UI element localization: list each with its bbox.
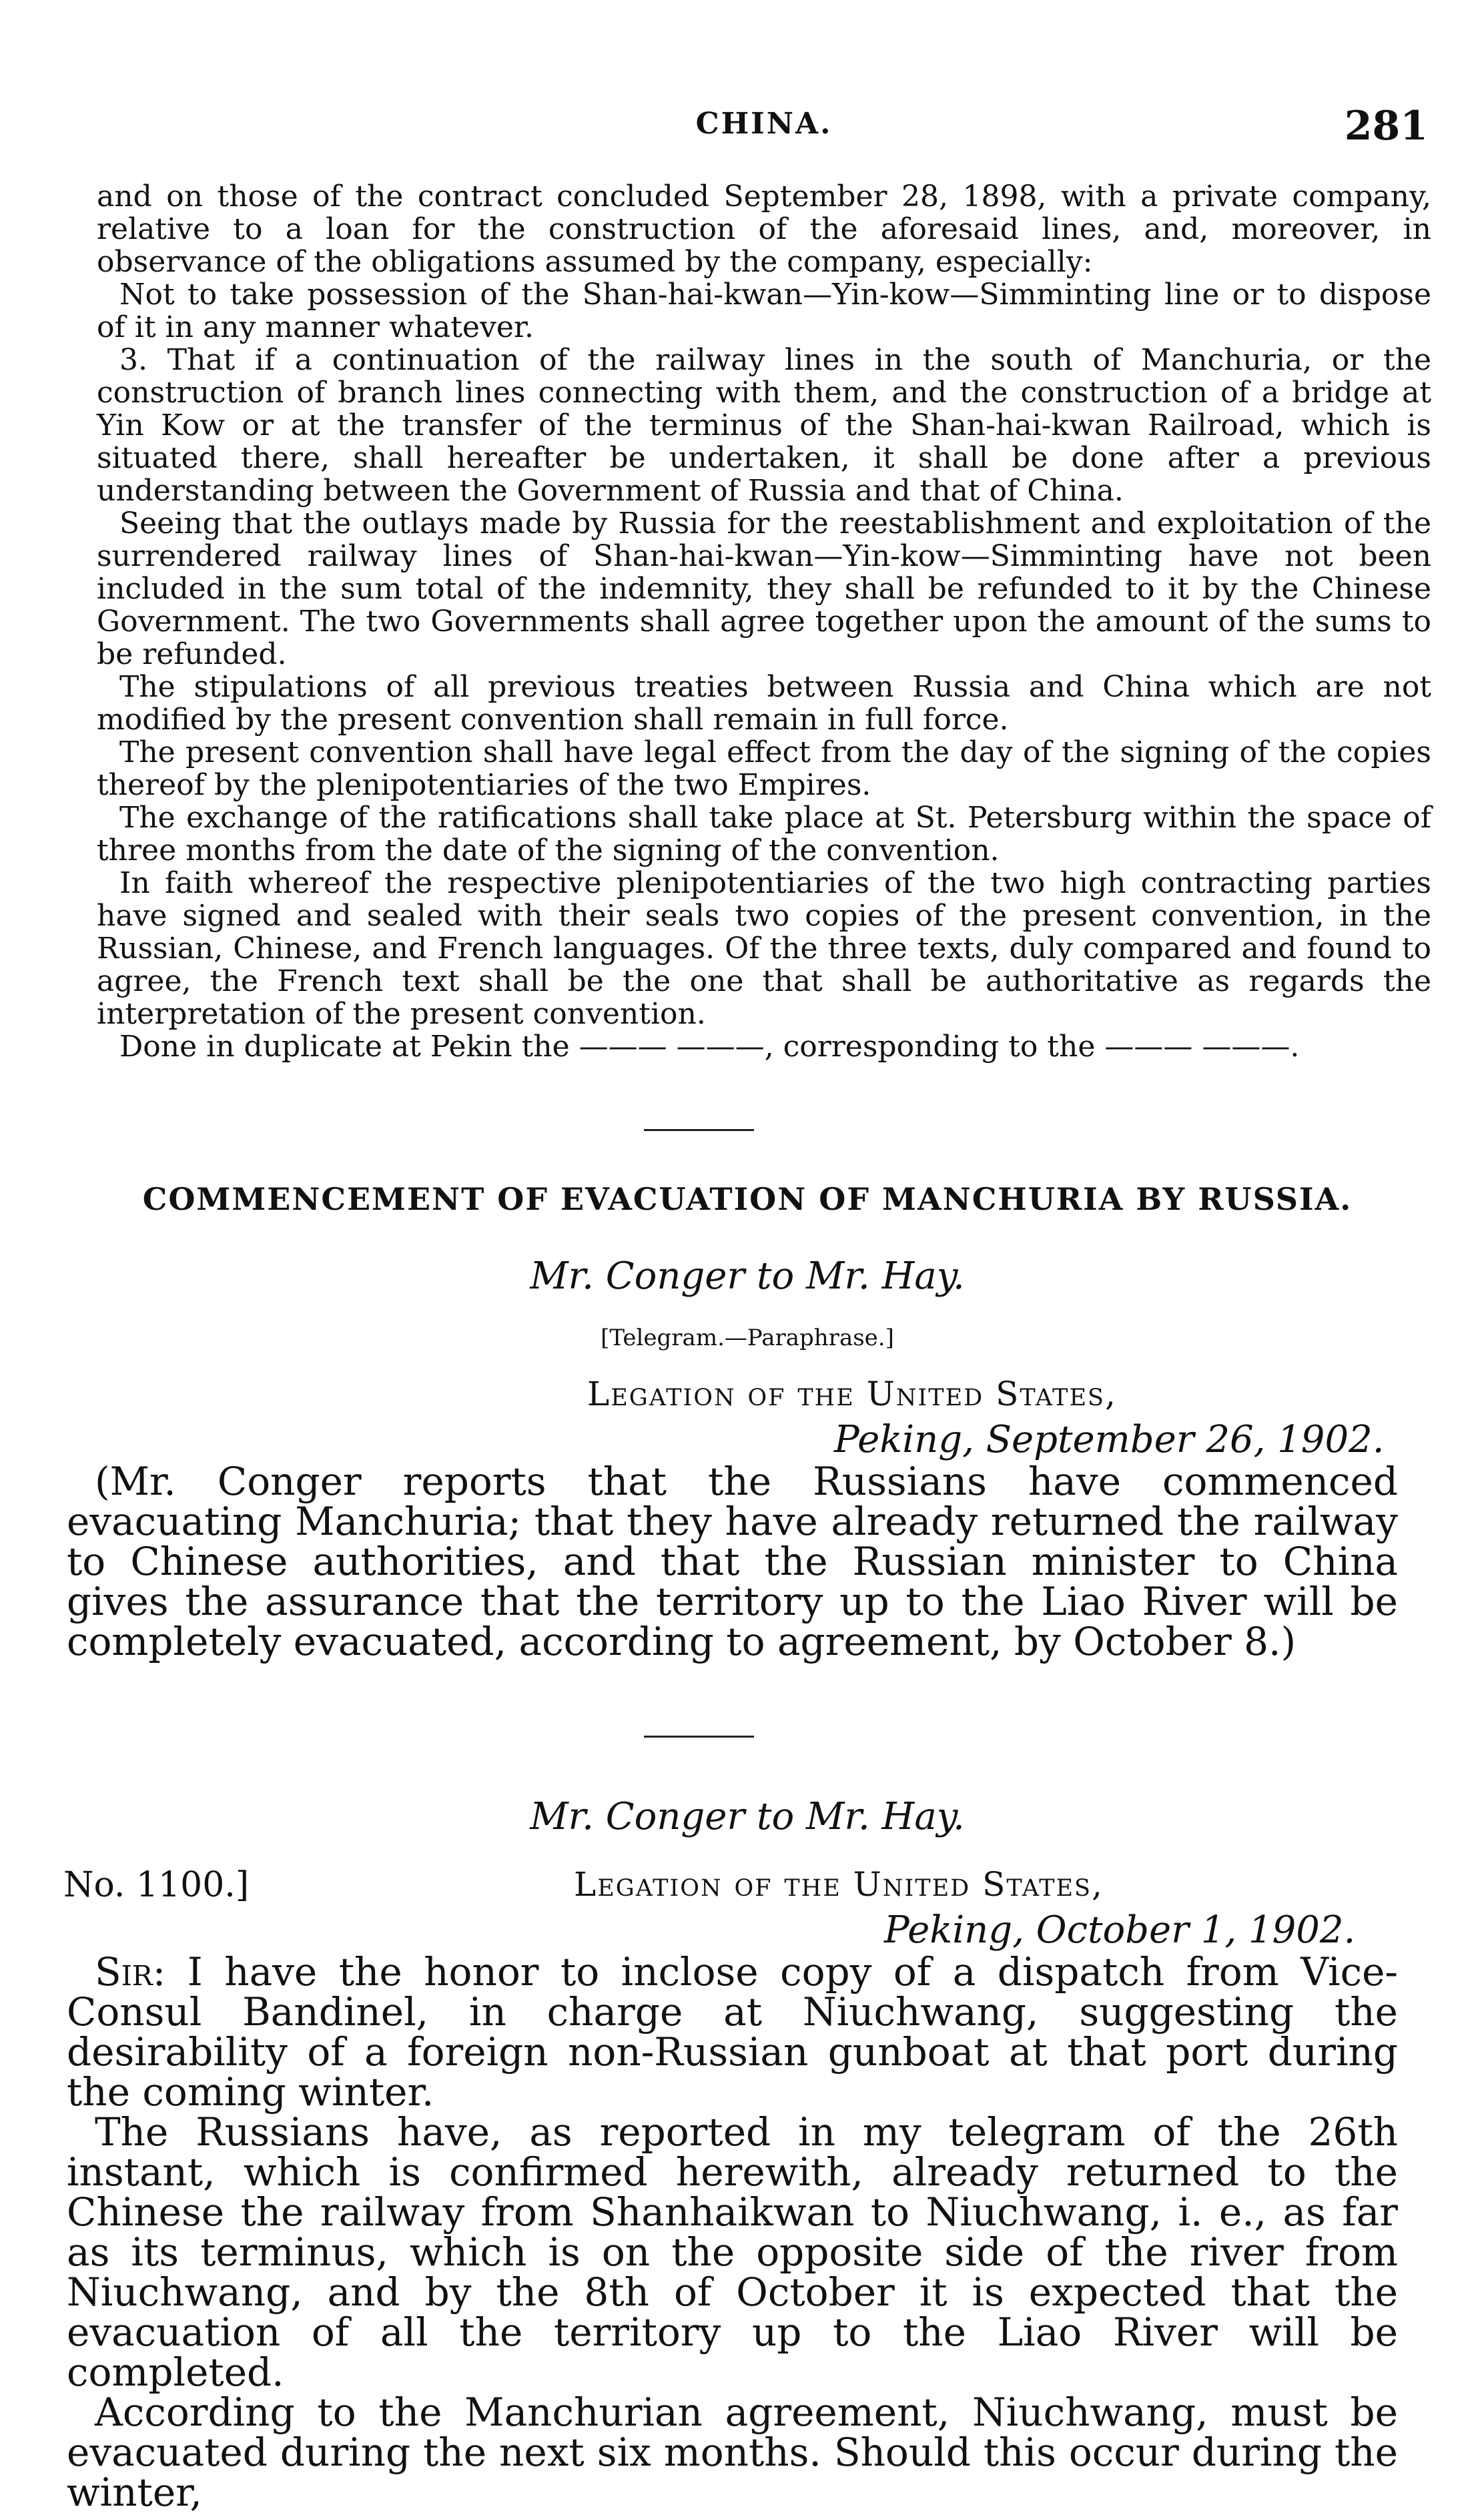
letter-dateline: Peking, September 26, 1902. bbox=[834, 1418, 1385, 1461]
treaty-text bbox=[97, 180, 1431, 1063]
treaty-paragraph: The present convention shall have legal effect from the day of the signing of the copies thereof by the plenipotentiaries of the two Empires. bbox=[97, 735, 1431, 802]
section-heading: COMMENCEMENT OF EVACUATION OF MANCHURIA BY RUSSIA. bbox=[142, 1181, 1353, 1217]
letter-paragraph: According to the Manchurian agreement, Niuchwang, must be evacuated during the next six months. Should this occur during the winter, bbox=[67, 2390, 1398, 2515]
telegram-note: [Telegram.—Paraphrase.] bbox=[601, 1325, 894, 1351]
page-number: 281 bbox=[1344, 103, 1428, 149]
paragraph-text: I have the honor to inclose copy of a dispatch from Vice-Consul Bandinel, in charge at Niuchwang, suggesting the desirability of a foreign non-Russian gunboat at that port during the coming winter. bbox=[67, 1949, 1398, 2115]
treaty-paragraph: The exchange of the ratifications shall take place at St. Petersburg within the space of three months from the date of the signing of the convention. bbox=[97, 801, 1431, 867]
dispatch-number: No. 1100.] bbox=[63, 1865, 250, 1905]
letter-dateline: Peking, October 1, 1902. bbox=[884, 1908, 1356, 1952]
letter-body bbox=[67, 1461, 1398, 1662]
letter-paragraph bbox=[67, 1949, 1398, 2115]
treaty-paragraph: Seeing that the outlays made by Russia for the reestablishment and exploitation of the surrendered railway lines of Shan-hai-kwan—Yin-kow—Simminting have not been included in the sum total of the indemnity, they shall be refunded to it by the Chinese Government. The two Governments shall agree together upon the amount of the sums to be refunded. bbox=[97, 506, 1431, 671]
legation-line: Legation of the United States, bbox=[587, 1375, 1117, 1413]
treaty-closing bbox=[97, 1030, 1431, 1063]
date-blank: ——— ———, bbox=[579, 1030, 774, 1064]
running-header bbox=[100, 103, 1428, 153]
treaty-paragraph: Not to take possession of the Shan-hai-kwan—Yin-kow—Simminting line or to dispose of it in any manner whatever. bbox=[97, 278, 1431, 344]
section-divider bbox=[644, 1129, 754, 1131]
treaty-paragraph: and on those of the contract concluded September 28, 1898, with a private company, relative to a loan for the construction of the aforesaid lines, and, moreover, in observance of the obligations assumed by the company, especially: bbox=[97, 179, 1431, 279]
closing-text: corresponding to the bbox=[783, 1030, 1096, 1064]
treaty-paragraph: The stipulations of all previous treaties between Russia and China which are not modified by the present convention shall remain in full force. bbox=[97, 670, 1431, 737]
running-title: CHINA. bbox=[695, 107, 833, 141]
date-blank: ——— ———. bbox=[1104, 1030, 1300, 1064]
treaty-paragraph: 3. That if a continuation of the railway lines in the south of Manchuria, or the construction of branch lines connecting with them, and the construction of a bridge at Yin Kow or at the transfer of the terminus of the Shan-hai-kwan Railroad, which is situated there, shall hereafter be undertaken, it shall be done after a previous understanding between the Government of Russia and that of China. bbox=[97, 343, 1431, 508]
treaty-paragraph: In faith whereof the respective plenipotentiaries of the two high contracting parties have signed and sealed with their seals two copies of the present convention, in the Russian, Chinese, and French languages. Of the three texts, duly compared and found to agree, the French text shall be the one that shall be authoritative as regards the interpretation of the present convention. bbox=[97, 866, 1431, 1031]
letter-paragraph: The Russians have, as reported in my telegram of the 26th instant, which is confirmed herewith, already returned to the Chinese the railway from Shanhaikwan to Niuchwang, i. e., as far as its terminus, which is on the opposite side of the river from Niuchwang, and by the 8th of October it is expected that the evacuation of all the territory up to the Liao River will be completed. bbox=[67, 2109, 1398, 2395]
salutation-sir: Sir: bbox=[95, 1949, 166, 1995]
letter-salutation: Mr. Conger to Mr. Hay. bbox=[530, 1795, 965, 1838]
section-divider bbox=[644, 1736, 754, 1738]
letter-body bbox=[67, 1949, 1398, 2515]
letter-paragraph: (Mr. Conger reports that the Russians have commenced evacuating Manchuria; that they have already returned the railway to Chinese authorities, and that the Russian minister to China gives the assurance that the territory up to the Liao River will be completely evacuated, according to agreement, by October 8.) bbox=[67, 1459, 1398, 1664]
letter-salutation: Mr. Conger to Mr. Hay. bbox=[530, 1254, 965, 1298]
legation-line: Legation of the United States, bbox=[574, 1865, 1104, 1904]
closing-text: Done in duplicate at Pekin the bbox=[119, 1030, 570, 1064]
